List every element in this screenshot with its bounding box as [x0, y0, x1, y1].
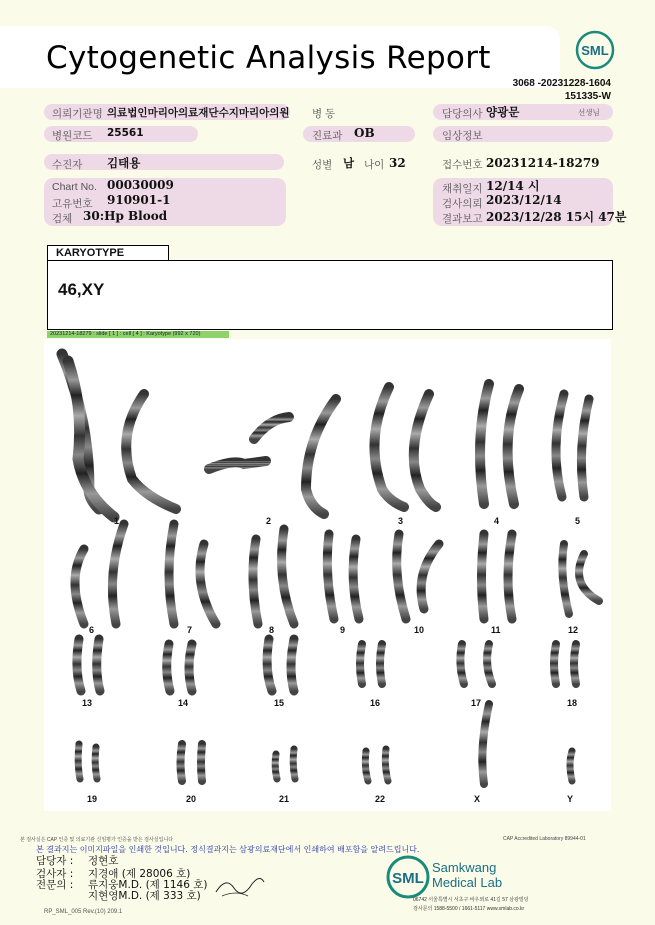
lab-contact: 검사문의 1588-5500 / 1661-5117 www.smlab.co.kr: [413, 906, 525, 912]
chromosome-19-right: [95, 747, 97, 779]
chromosome-4-right: [508, 389, 519, 504]
chromosome-label-5: 5: [575, 516, 581, 526]
accreditation-right: CAP Accredited Laboratory 89944-01: [503, 836, 586, 842]
chromosome-2-left: [209, 461, 266, 469]
sig-name-4: 지현영M.D. (제 333 호): [88, 890, 201, 902]
chromosome-7-left: [169, 524, 174, 624]
chromosome-6-right: [112, 524, 124, 624]
sml-footer-logo-icon: [386, 855, 430, 899]
printed-image-note: 본 결과지는 이미지파일을 인쇄한 것입니다. 정식결과지는 삼광의료재단에서 인쇄하여 배포함을 알려드립니다.: [36, 845, 420, 854]
chromosome-5-right: [581, 399, 589, 497]
karyogram-image: [44, 339, 611, 811]
lab-name-line-1: Samkwang: [432, 860, 497, 875]
chromosome-label-19: 19: [87, 794, 98, 804]
chromosome-21-left: [275, 754, 277, 779]
chromosome-13-left: [77, 639, 81, 691]
chromosome-17-left: [460, 644, 464, 684]
collection-label: 채취일지: [442, 183, 483, 195]
chromosome-18-right: [574, 644, 576, 684]
chromosome-16-right: [380, 644, 382, 684]
chromosome-3-left: [374, 387, 404, 507]
chromosome-label-2: 2: [266, 516, 272, 526]
chromosome-label-y: Y: [567, 794, 574, 804]
test-value: 2023/12/14: [486, 193, 562, 207]
dept-label: 진료과: [312, 130, 343, 142]
chromosome-label-17: 17: [471, 698, 482, 708]
chromosome-10-right: [421, 544, 439, 609]
patient-value: 김태용: [107, 156, 141, 170]
chromosome-17-right: [487, 644, 492, 684]
doctor-label: 담당의사: [442, 108, 483, 120]
chromosome-label-7: 7: [187, 625, 193, 635]
lab-name: [432, 860, 502, 890]
chart-label: Chart No.: [52, 181, 97, 193]
chromosome-label-1: 1: [114, 516, 120, 526]
chromosome-label-11: 11: [491, 625, 501, 635]
chromosome-7-right: [200, 544, 216, 624]
chromosome-22-right: [385, 749, 388, 781]
sml-logo-icon: [575, 30, 615, 70]
ref-line-2: 151335-W: [564, 91, 611, 102]
chromosome-y: [570, 751, 572, 781]
chromosome-3-right: [414, 394, 436, 507]
chromosome-label-9: 9: [340, 625, 346, 635]
doctor-value: 양광문: [486, 105, 520, 119]
chart-value: 00030009: [107, 178, 174, 192]
result-label: 결과보고: [442, 213, 483, 225]
sig-role-1: 담당자 :: [36, 855, 74, 867]
chromosome-5-left: [556, 394, 564, 497]
sig-role-3: 전문의 :: [36, 879, 74, 891]
chromosome-2-left-b: [254, 417, 289, 439]
test-label: 검사의뢰: [442, 198, 483, 210]
chromosome-label-20: 20: [186, 794, 197, 804]
chromosome-8-right: [282, 529, 294, 624]
chromosome-18-left: [554, 644, 556, 684]
specimen-label: 검체: [52, 213, 73, 225]
chromosome-15-right: [291, 639, 294, 691]
chromosome-15-left: [267, 639, 272, 691]
sig-name-2: 지경애 (제 28006 호): [88, 868, 191, 880]
report-reference: [513, 77, 611, 103]
handwritten-signature-icon: [212, 866, 268, 900]
karyotype-tab: KARYOTYPE: [47, 245, 169, 260]
chromosome-8-left: [253, 539, 258, 624]
chromosome-label-10: 10: [414, 625, 425, 635]
ref-line-1: 3068 -20231228-1604: [512, 78, 611, 89]
chromosome-10-left: [397, 534, 406, 619]
chromosome-2-right: [306, 399, 336, 514]
chromosome-14-right: [189, 644, 192, 691]
sex-label: 성별: [312, 159, 333, 171]
chromosome-label-x: X: [474, 794, 481, 804]
chromosome-label-22: 22: [375, 794, 386, 804]
chromosome-22-left: [365, 751, 368, 781]
chromosome-label-12: 12: [568, 625, 579, 635]
hospital-code-value: 25561: [107, 127, 144, 139]
chromosome-11-left: [482, 534, 485, 619]
chromosome-6-left: [75, 549, 84, 624]
logo-text: SML: [581, 43, 609, 58]
chromosome-13-right: [97, 639, 100, 691]
chromosome-16-left: [360, 644, 362, 684]
karyogram-svg: [44, 339, 611, 811]
chromosome-19-left: [78, 744, 80, 779]
chromosome-label-13: 13: [82, 698, 93, 708]
chromosome-label-18: 18: [567, 698, 578, 708]
accreditation-left: 본 검사실은 CAP 인증 및 의료기관 신임평가 인증을 받은 검사실입니다: [20, 837, 174, 843]
institution-value: 의료법인마리아의료재단수지마리아의원: [107, 107, 290, 119]
receipt-label: 접수번호: [442, 159, 483, 171]
chromosome-label-15: 15: [274, 698, 285, 708]
karyotype-box: [47, 260, 613, 330]
chromosome-label-14: 14: [178, 698, 189, 708]
chromosome-21-right: [293, 749, 295, 779]
footer-logo-text: SML: [392, 870, 424, 887]
institution-label: 의뢰기관명: [52, 108, 103, 120]
chromosome-label-8: 8: [269, 625, 275, 635]
ward-label: 병 동: [312, 108, 336, 120]
age-label: 나이: [364, 159, 385, 171]
chromosome-1-right: [126, 394, 176, 509]
sig-role-2: 검사자 :: [36, 868, 74, 880]
chromosome-9-right: [353, 539, 359, 619]
chromosome-label-21: 21: [279, 794, 290, 804]
chromosome-label-16: 16: [370, 698, 381, 708]
chromosome-x: [482, 704, 489, 784]
lab-name-line-2: Medical Lab: [432, 875, 503, 890]
chromosome-9-left: [327, 534, 334, 619]
dept-value: OB: [354, 126, 375, 140]
hospital-code-label: 병원코드: [52, 130, 93, 142]
chromosome-14-left: [167, 644, 170, 691]
chromosome-label-4: 4: [494, 516, 500, 526]
sig-name-1: 정현호: [88, 855, 119, 867]
karyotype-value: 46,XY: [58, 280, 105, 299]
patient-label: 수진자: [52, 159, 83, 171]
receipt-value: 20231214-18279: [486, 156, 600, 170]
result-value: 2023/12/28 15시 47분: [486, 210, 627, 224]
form-code: RP_SML_005 Rev.(10) 209.1: [44, 909, 123, 915]
chromosome-20-left: [181, 744, 183, 781]
clinical-label: 임상정보: [442, 130, 483, 142]
chromosome-label-6: 6: [89, 625, 95, 635]
chromosome-label-3: 3: [398, 516, 404, 526]
unique-label: 고유번호: [52, 198, 93, 210]
chromosome-20-right: [201, 744, 202, 781]
sex-value: 남: [343, 156, 355, 170]
unique-value: 910901-1: [107, 193, 171, 207]
doctor-suffix: 선생님: [578, 108, 600, 117]
specimen-value: 30:Hp Blood: [83, 209, 168, 223]
chromosome-12-right: [579, 554, 599, 601]
image-caption: 20231214-18279 : slide [ 1 ] : cell [ 4 ] : Karyotype (992 x 720): [47, 331, 229, 338]
lab-address: 06742 서울특별시 서초구 바우뫼로 41길 57 삼광빌딩: [413, 897, 529, 903]
chromosome-11-right: [508, 534, 512, 619]
chromosome-4-left: [480, 384, 489, 504]
chromosome-12-left: [562, 544, 569, 614]
collection-value: 12/14 시: [486, 179, 540, 193]
age-value: 32: [389, 156, 406, 170]
sig-name-3: 류지웅M.D. (제 1146 호): [88, 879, 208, 891]
report-title: Cytogenetic Analysis Report: [46, 40, 491, 76]
